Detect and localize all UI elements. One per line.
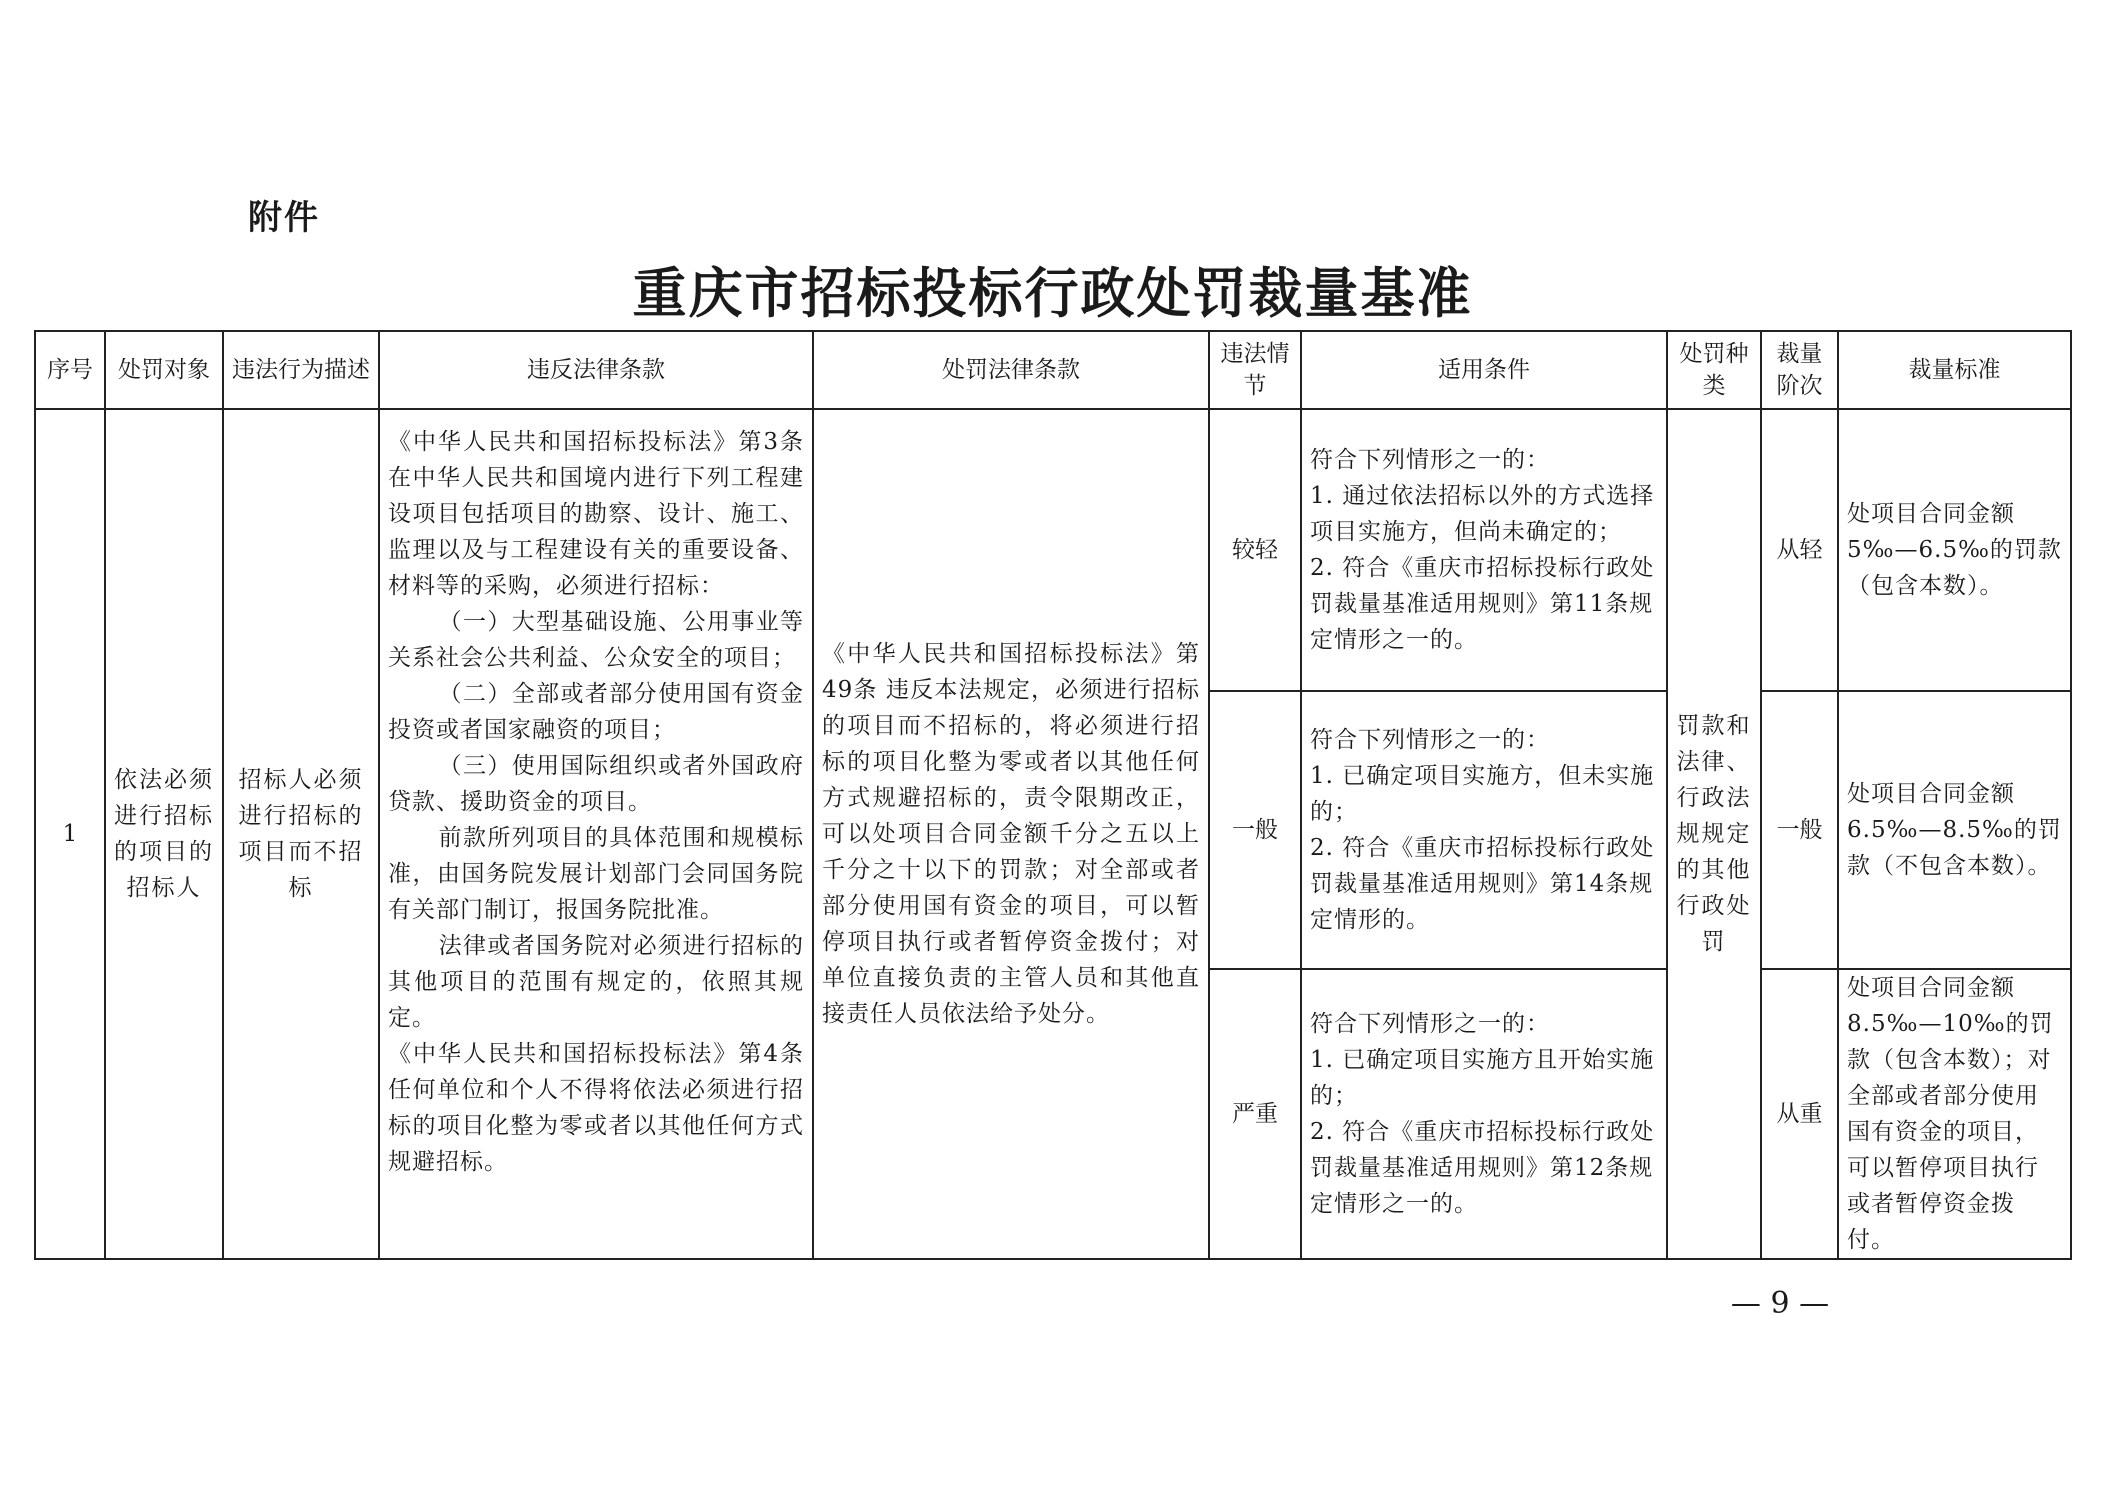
- condition-light: [1301, 409, 1667, 691]
- penalty-type: 罚款和法律、行政法规规定的其他行政处罚: [1667, 409, 1761, 1259]
- condition-line: 符合下列情形之一的：: [1310, 1011, 1550, 1037]
- header-condition: 适用条件: [1301, 331, 1667, 409]
- level-general: 一般: [1761, 691, 1838, 969]
- violated-law-paragraph: 《中华人民共和国招标投标法》第3条 在中华人民共和国境内进行下列工程建设项目包括项目的勘察、设计、施工、监理以及与工程建设有关的重要设备、材料等的采购，必须进行招标：: [388, 429, 804, 599]
- header-target: 处罚对象: [105, 331, 223, 409]
- circumstance-general: 一般: [1209, 691, 1301, 969]
- attachment-label: 附件: [248, 198, 320, 238]
- header-violated-law: 违反法律条款: [379, 331, 813, 409]
- condition-line: 2. 符合《重庆市招标投标行政处罚裁量基准适用规则》第11条规定情形之一的。: [1310, 555, 1655, 653]
- condition-general: [1301, 691, 1667, 969]
- header-penalty-type: 处罚种类: [1667, 331, 1761, 409]
- header-no: 序号: [35, 331, 105, 409]
- violation-description: 招标人必须进行招标的项目而不招标: [223, 409, 379, 1259]
- condition-severe: [1301, 969, 1667, 1259]
- standard-light: 处项目合同金额5‰—6.5‰的罚款（包含本数）。: [1838, 409, 2071, 691]
- condition-line: 1. 已确定项目实施方且开始实施的；: [1310, 1047, 1655, 1109]
- level-severe: 从重: [1761, 969, 1838, 1259]
- violated-law-clause: [379, 409, 813, 1259]
- violated-law-paragraph: （三）使用国际组织或者外国政府贷款、援助资金的项目。: [388, 753, 804, 815]
- standard-severe: 处项目合同金额8.5‰—10‰的罚款（包含本数）；对全部或者部分使用国有资金的项目，可以暂停项目执行或者暂停资金拨付。: [1838, 969, 2071, 1259]
- condition-line: 2. 符合《重庆市招标投标行政处罚裁量基准适用规则》第14条规定情形的。: [1310, 835, 1655, 933]
- condition-line: 符合下列情形之一的：: [1310, 447, 1550, 473]
- document-title: 重庆市招标投标行政处罚裁量基准: [632, 261, 1473, 325]
- row-number: 1: [35, 409, 105, 1259]
- standard-general: 处项目合同金额6.5‰—8.5‰的罚款（不包含本数）。: [1838, 691, 2071, 969]
- penalty-law-clause: [813, 409, 1209, 1259]
- circumstance-severe: 严重: [1209, 969, 1301, 1259]
- penalty-standard-table: [34, 330, 2072, 1260]
- table-row: [35, 409, 2071, 691]
- header-circumstance: 违法情节: [1209, 331, 1301, 409]
- condition-line: 2. 符合《重庆市招标投标行政处罚裁量基准适用规则》第12条规定情形之一的。: [1310, 1119, 1655, 1217]
- header-penalty-law: 处罚法律条款: [813, 331, 1209, 409]
- condition-line: 符合下列情形之一的：: [1310, 727, 1550, 753]
- page-number: — 9 —: [1730, 1286, 1830, 1321]
- penalty-standard-table-wrapper: [34, 330, 2070, 1260]
- table-header-row: [35, 331, 2071, 409]
- violated-law-paragraph: 法律或者国务院对必须进行招标的其他项目的范围有规定的，依照其规定。: [388, 933, 804, 1031]
- condition-line: 1. 通过依法招标以外的方式选择项目实施方，但尚未确定的；: [1310, 483, 1655, 545]
- condition-line: 1. 已确定项目实施方，但未实施的；: [1310, 763, 1655, 825]
- violated-law-paragraph: （二）全部或者部分使用国有资金投资或者国家融资的项目；: [388, 681, 804, 743]
- level-light: 从轻: [1761, 409, 1838, 691]
- violated-law-paragraph: 前款所列项目的具体范围和规模标准，由国务院发展计划部门会同国务院有关部门制订，报国务院批准。: [388, 825, 804, 923]
- circumstance-light: 较轻: [1209, 409, 1301, 691]
- header-behavior: 违法行为描述: [223, 331, 379, 409]
- header-level: 裁量阶次: [1761, 331, 1838, 409]
- violated-law-paragraph: 《中华人民共和国招标投标法》第4条 任何单位和个人不得将依法必须进行招标的项目化整为零或者以其他任何方式规避招标。: [388, 1041, 804, 1175]
- violated-law-paragraph: （一）大型基础设施、公用事业等关系社会公共利益、公众安全的项目；: [388, 609, 804, 671]
- header-standard: 裁量标准: [1838, 331, 2071, 409]
- penalty-target: 依法必须进行招标的项目的招标人: [105, 409, 223, 1259]
- penalty-law-text: 《中华人民共和国招标投标法》第49条 违反本法规定，必须进行招标的项目而不招标的，将必须进行招标的项目化整为零或者以其他任何方式规避招标的，责令限期改正，可以处项目合同金额千分之五以上千分之十以下的罚款；对全部或者部分使用国有资金的项目，可以暂停项目执行或者暂停资金拨付；对单位直接负责的主管人员和其他直接责任人员依法给予处分。: [822, 641, 1200, 1027]
